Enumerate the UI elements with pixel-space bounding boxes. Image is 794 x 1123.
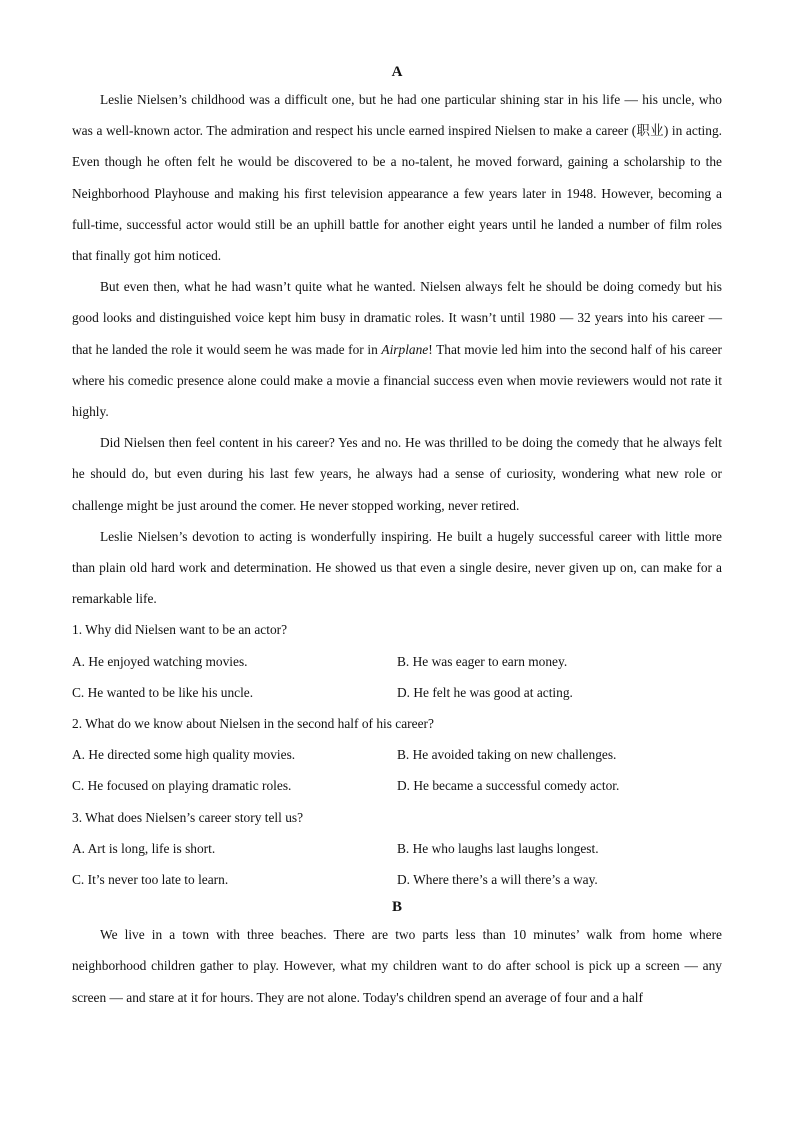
question-2 — [72, 708, 722, 802]
passage-a-paragraph-3: Did Nielsen then feel content in his career? Yes and no. He was thrilled to be doing the comedy that he always felt he should do, but even during his last few years, he always had a sense of curiosity, wondering what new role or challenge might be just around the comer. He never stopped working, never retired. — [72, 435, 722, 513]
question-3 — [72, 802, 722, 896]
option-b: B. He avoided taking on new challenges. — [397, 747, 617, 763]
movie-title: Airplane — [381, 341, 429, 357]
option-b: B. He who laughs last laughs longest. — [397, 840, 599, 856]
question-text: 3. What does Nielsen’s career story tell us? — [72, 809, 304, 825]
option-d: D. He became a successful comedy actor. — [397, 778, 620, 794]
option-a: A. Art is long, life is short. — [72, 840, 216, 856]
passage-b-paragraph-1: We live in a town with three beaches. There are two parts less than 10 minutes’ walk from home where neighborhood children gather to play. However, what my children want to do after school is pick up a screen — any screen — and stare at it for hours. They are not alone. Today's children spend an average of four and a half — [72, 927, 722, 1005]
question-options — [72, 739, 722, 801]
option-d: D. Where there’s a will there’s a way. — [397, 872, 598, 888]
question-text: 1. Why did Nielsen want to be an actor? — [72, 622, 288, 638]
document-page — [72, 60, 722, 1013]
question-text: 2. What do we know about Nielsen in the second half of his career? — [72, 716, 434, 732]
option-d: D. He felt he was good at acting. — [397, 684, 573, 700]
option-c: C. He focused on playing dramatic roles. — [72, 778, 292, 794]
question-options — [72, 833, 722, 895]
paragraph-2-text-end: ! That movie led him into the second half of his career where his comedic presence alone could make a movie a financial success even when movie reviewers would not rate it highly. — [72, 341, 723, 420]
passage-a-paragraph-4: Leslie Nielsen’s devotion to acting is wonderfully inspiring. He built a hugely successful career with little more than plain old hard work and determination. He showed us that even a single desire, never given up on, can make for a remarkable life. — [72, 528, 722, 607]
passage-b-heading: B — [391, 899, 402, 916]
option-a: A. He directed some high quality movies. — [72, 747, 296, 763]
question-options — [72, 646, 722, 708]
passage-a-paragraph-1: Leslie Nielsen’s childhood was a difficult one, but he had one particular shining star in his life — his uncle, who was a well-known actor. The admiration and respect his uncle earned inspired Nielsen to make a career (职业) in acting. Even though he often felt he would be discovered to be a no-talent, he moved forward, gaining a scholarship to the Neighborhood Playhouse and making his first television appearance a few years later in 1948. However, becoming a full-time, successful actor would still be an uphill battle for another eight years until he landed a number of film roles that finally got him noticed. — [72, 92, 722, 264]
option-b: B. He was eager to earn money. — [397, 653, 568, 669]
passage-a-heading: A — [391, 64, 403, 80]
option-c: C. He wanted to be like his uncle. — [72, 684, 254, 700]
paragraph-2-text-start: But even then, what he had wasn’t quite what he wanted. Nielsen always felt he should be doing comedy but his good looks and distinguished voice kept him busy in dramatic roles. It wasn’t until 1980 — 32 years into his career — that he landed the role it would seem he was made for in — [72, 279, 722, 357]
question-1 — [72, 614, 722, 708]
option-c: C. It’s never too late to learn. — [72, 872, 229, 888]
passage-a-paragraph-2 — [72, 271, 722, 427]
option-a: A. He enjoyed watching movies. — [72, 653, 248, 669]
